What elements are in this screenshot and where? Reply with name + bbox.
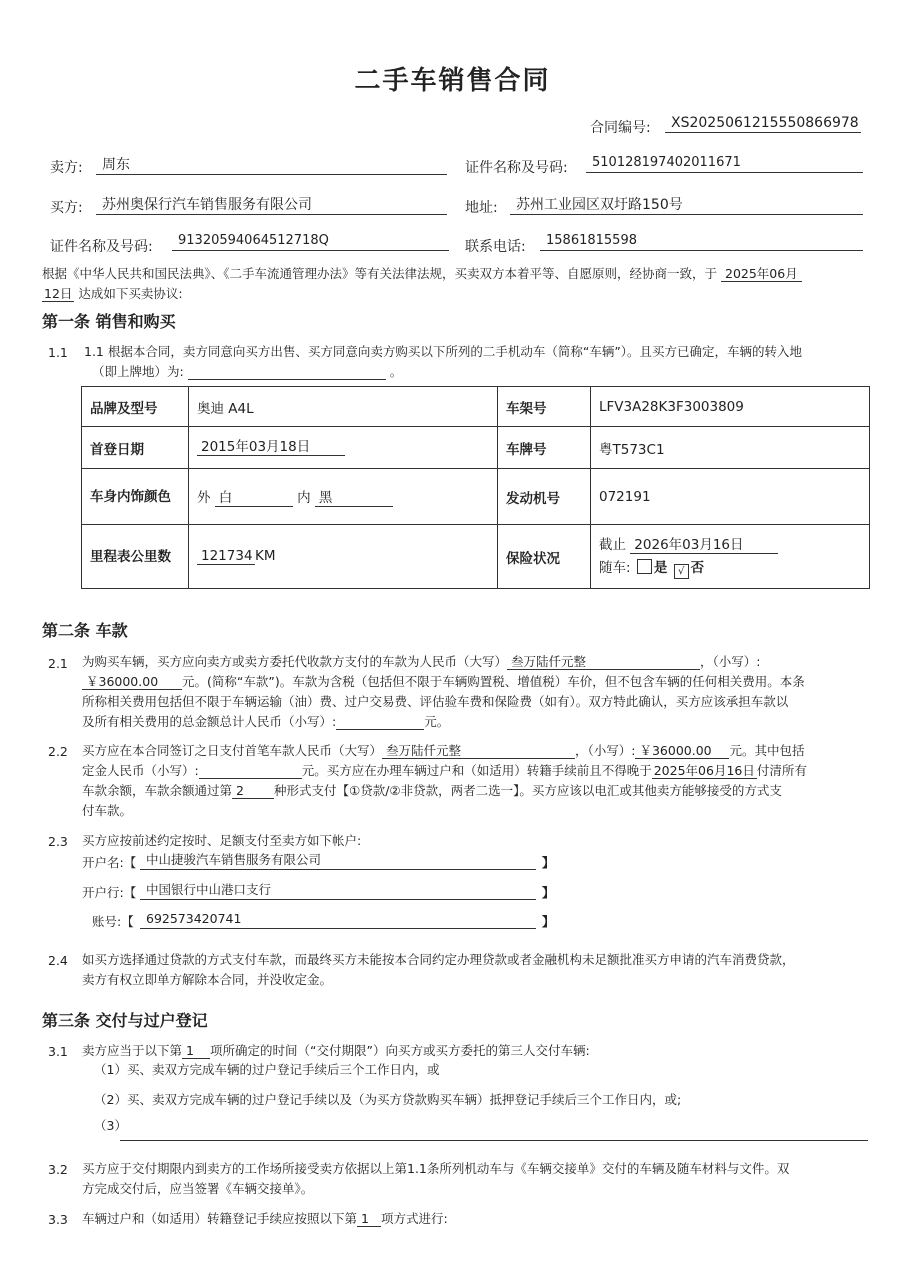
with-car-label: 随车: xyxy=(599,559,631,576)
clause-2-4-num: 2.4 xyxy=(48,953,68,968)
interior-color: 黑 xyxy=(315,491,393,507)
clause-2-2-g: 车款余额，车款余额通过第 xyxy=(82,783,233,798)
yes-checkbox[interactable] xyxy=(637,559,652,574)
payment-method: 2 xyxy=(232,783,274,799)
clause-2-4 xyxy=(82,950,872,990)
bank-name: 中山捷骏汽车销售服务有限公司 xyxy=(140,851,536,870)
exterior-prefix: 外 xyxy=(197,490,211,506)
clause-1-1-text2: （即上牌地）为: xyxy=(92,364,184,379)
clause-2-3-text: 买方应按前述约定按时、足额支付至卖方如下帐户: xyxy=(82,833,362,848)
buyer-id-label: 证件名称及号码: xyxy=(50,239,153,255)
color-label: 车身内饰颜色 xyxy=(82,469,189,525)
clause-2-1-e: 及所有相关费用的总金额总计人民币（小写）: xyxy=(82,714,337,729)
clause-2-4-b: 卖方有权立即单方解除本合同，并没收定金。 xyxy=(82,972,333,987)
section1-heading: 第一条 销售和购买 xyxy=(42,312,176,331)
delivery-option-choice: 1 xyxy=(182,1043,210,1059)
bank-label: 开户行:【 xyxy=(82,885,137,900)
intro-paragraph xyxy=(42,264,872,304)
reg-date-cell xyxy=(189,427,498,469)
bank-value: 中国银行中山港口支行 xyxy=(140,881,536,900)
clause-3-3-b: 项方式进行: xyxy=(381,1211,448,1226)
bank-name-label: 开户名:【 xyxy=(82,855,137,870)
mileage-label: 里程表公里数 xyxy=(82,525,189,589)
clause-3-2 xyxy=(82,1159,872,1199)
intro-text: 根据《中华人民共和国民法典》、《二手车流通管理办法》等有关法律法规，买卖双方本着平等、自愿原则，经协商一致，于 xyxy=(42,266,718,281)
clause-2-4-a: 如买方选择通过贷款的方式支付车款，而最终买方未能按本合同约定办理贷款或者金融机构未足额批准买方申请的汽车消费贷款， xyxy=(82,952,795,967)
brand-value: 奥迪 A4L xyxy=(189,387,498,427)
clause-2-1-amount: ￥36000.00 xyxy=(82,674,182,690)
clause-3-2-b: 方完成交付后，应当签署《车辆交接单》。 xyxy=(82,1181,314,1196)
plate-label: 车牌号 xyxy=(498,427,591,469)
clause-2-1-c: 元。(简称“车款”)。车款为含税（包括但不限于车辆购置税、增值税）车价，但不包含车辆的任何相关费用。本条 xyxy=(182,674,805,689)
clause-2-2-h: 种形式支付【①贷款/②非贷款，两者二选一】。买方应该以电汇或其他卖方能够接受的方式支 xyxy=(274,783,782,798)
engine-value: 072191 xyxy=(591,469,870,525)
insurance-label: 保险状况 xyxy=(498,525,591,589)
address-label: 地址: xyxy=(465,200,498,216)
document-title: 二手车销售合同 xyxy=(354,66,551,96)
delivery-option-3-blank xyxy=(120,1140,868,1141)
clause-2-1-amount-cn: 叁万陆仟元整 xyxy=(507,654,700,670)
insurance-cell xyxy=(591,525,870,589)
no-checkbox[interactable]: √ xyxy=(674,564,689,579)
deposit-blank xyxy=(199,763,302,779)
section2-heading: 第二条 车款 xyxy=(42,621,128,640)
clause-1-1-num: 1.1 xyxy=(48,345,68,360)
clause-3-1-b: 项所确定的时间（“交付期限”）向买方或买方委托的第三人交付车辆: xyxy=(210,1043,590,1058)
phone-label: 联系电话: xyxy=(465,239,526,255)
seller-id-label: 证件名称及号码: xyxy=(465,160,568,176)
clause-3-3-num: 3.3 xyxy=(48,1212,68,1227)
total-amount-blank xyxy=(336,714,424,730)
clause-2-1-d: 所称相关费用包括但不限于车辆运输（油）费、过户交易费、评估验车费和保险费（如有）。双方特此确认，买方应该承担车款以 xyxy=(82,694,789,709)
buyer-address: 苏州工业园区双圩路150号 xyxy=(510,196,863,215)
clause-3-1 xyxy=(82,1041,872,1061)
seller-label: 卖方: xyxy=(50,160,83,176)
seller-id: 510128197402011671 xyxy=(586,154,863,173)
insurance-prefix: 截止 xyxy=(599,536,626,553)
clause-2-2-i: 付车款。 xyxy=(82,803,133,818)
clause-2-2-amount: ￥36000.00 xyxy=(635,743,729,759)
no-label: 否 xyxy=(690,559,705,576)
clause-2-2-deadline: 2025年06月16日 xyxy=(653,763,755,778)
brand-label: 品牌及型号 xyxy=(82,387,189,427)
clause-3-3-a: 车辆过户和（如适用）转籍登记手续应按照以下第 xyxy=(82,1211,358,1226)
clause-3-2-a: 买方应于交付期限内到卖方的工作场所接受卖方依据以上第1.1条所列机动车与《车辆交接单》交付的车辆及随车材料与文件。双 xyxy=(82,1161,790,1176)
contract-no-label: 合同编号: xyxy=(590,120,651,136)
clause-1-1-end: 。 xyxy=(389,364,403,379)
clause-2-2-e: 元。买方应在办理车辆过户和（如适用）转籍手续前且不得晚于 xyxy=(301,763,652,778)
bank-close: 】 xyxy=(542,885,555,900)
clause-2-2 xyxy=(82,741,872,821)
engine-label: 发动机号 xyxy=(498,469,591,525)
plate-value: 粤T573C1 xyxy=(591,427,870,469)
clause-2-2-amount-cn: 叁万陆仟元整 xyxy=(382,743,575,759)
account-close: 】 xyxy=(542,914,555,929)
seller-name: 周东 xyxy=(96,156,447,175)
clause-3-2-num: 3.2 xyxy=(48,1162,68,1177)
transfer-location-blank xyxy=(188,364,386,380)
clause-2-2-a: 买方应在本合同签订之日支付首笔车款人民币（大写） xyxy=(82,743,383,758)
account-label: 账号:【 xyxy=(92,914,134,929)
clause-2-2-f: 付清所有 xyxy=(756,763,807,778)
color-cell xyxy=(189,469,498,525)
buyer-label: 买方: xyxy=(50,200,83,216)
clause-3-1-a: 卖方应当于以下第 xyxy=(82,1043,183,1058)
buyer-name: 苏州奥保行汽车销售服务有限公司 xyxy=(96,196,447,215)
insurance-until: 2026年03月16日 xyxy=(630,538,778,554)
delivery-option-3: （3） xyxy=(94,1118,127,1133)
interior-prefix: 内 xyxy=(297,490,311,506)
clause-1-1 xyxy=(84,342,874,382)
account-value: 692573420741 xyxy=(140,910,536,929)
buyer-id: 91320594064512718Q xyxy=(172,232,449,251)
clause-2-1-b: ，（小写）: xyxy=(700,654,761,669)
delivery-option-2: （2）买、卖双方完成车辆的过户登记手续以及（为买方贷款购买车辆）抵押登记手续后三个工作日内，或; xyxy=(94,1092,682,1107)
intro-tail: 达成如下买卖协议: xyxy=(78,286,183,301)
intro-date-part2: 12日 xyxy=(44,286,73,301)
clause-2-3-num: 2.3 xyxy=(48,834,68,849)
yes-label: 是 xyxy=(653,559,668,576)
clause-2-1-a: 为购买车辆，买方应向卖方或卖方委托代收款方支付的车款为人民币（大写） xyxy=(82,654,508,669)
contract-no: XS2025061215550866978 xyxy=(665,114,861,133)
clause-2-2-c: 元。其中包括 xyxy=(729,743,805,758)
mileage-cell xyxy=(189,525,498,589)
clause-2-1-num: 2.1 xyxy=(48,656,68,671)
clause-2-1-f: 元。 xyxy=(424,714,450,729)
exterior-color: 白 xyxy=(215,491,293,507)
vin-value: LFV3A28K3F3003809 xyxy=(591,387,870,427)
buyer-phone: 15861815598 xyxy=(540,232,863,251)
intro-date-part1: 2025年06月 xyxy=(721,266,802,282)
clause-3-1-num: 3.1 xyxy=(48,1044,68,1059)
mileage-value: 121734 xyxy=(197,549,255,565)
clause-3-3 xyxy=(82,1209,872,1229)
bank-name-close: 】 xyxy=(542,855,555,870)
clause-2-2-b: ，（小写）: xyxy=(575,743,636,758)
vehicle-table xyxy=(81,386,870,589)
section3-heading: 第三条 交付与过户登记 xyxy=(42,1011,208,1030)
mileage-unit: KM xyxy=(255,548,276,564)
clause-1-1-text1: 1.1 根据本合同，卖方同意向买方出售、买方同意向卖方购买以下所列的二手机动车（简称“车辆”）。且买方已确定，车辆的转入地 xyxy=(84,344,803,359)
clause-2-2-d: 定金人民币（小写）: xyxy=(82,763,199,778)
clause-2-2-num: 2.2 xyxy=(48,744,68,759)
reg-date-value: 2015年03月18日 xyxy=(197,440,345,456)
vin-label: 车架号 xyxy=(498,387,591,427)
transfer-option-choice: 1 xyxy=(357,1211,381,1227)
clause-2-1 xyxy=(82,652,872,732)
delivery-option-1: （1）买、卖双方完成车辆的过户登记手续后三个工作日内，或 xyxy=(94,1062,440,1077)
reg-date-label: 首登日期 xyxy=(82,427,189,469)
